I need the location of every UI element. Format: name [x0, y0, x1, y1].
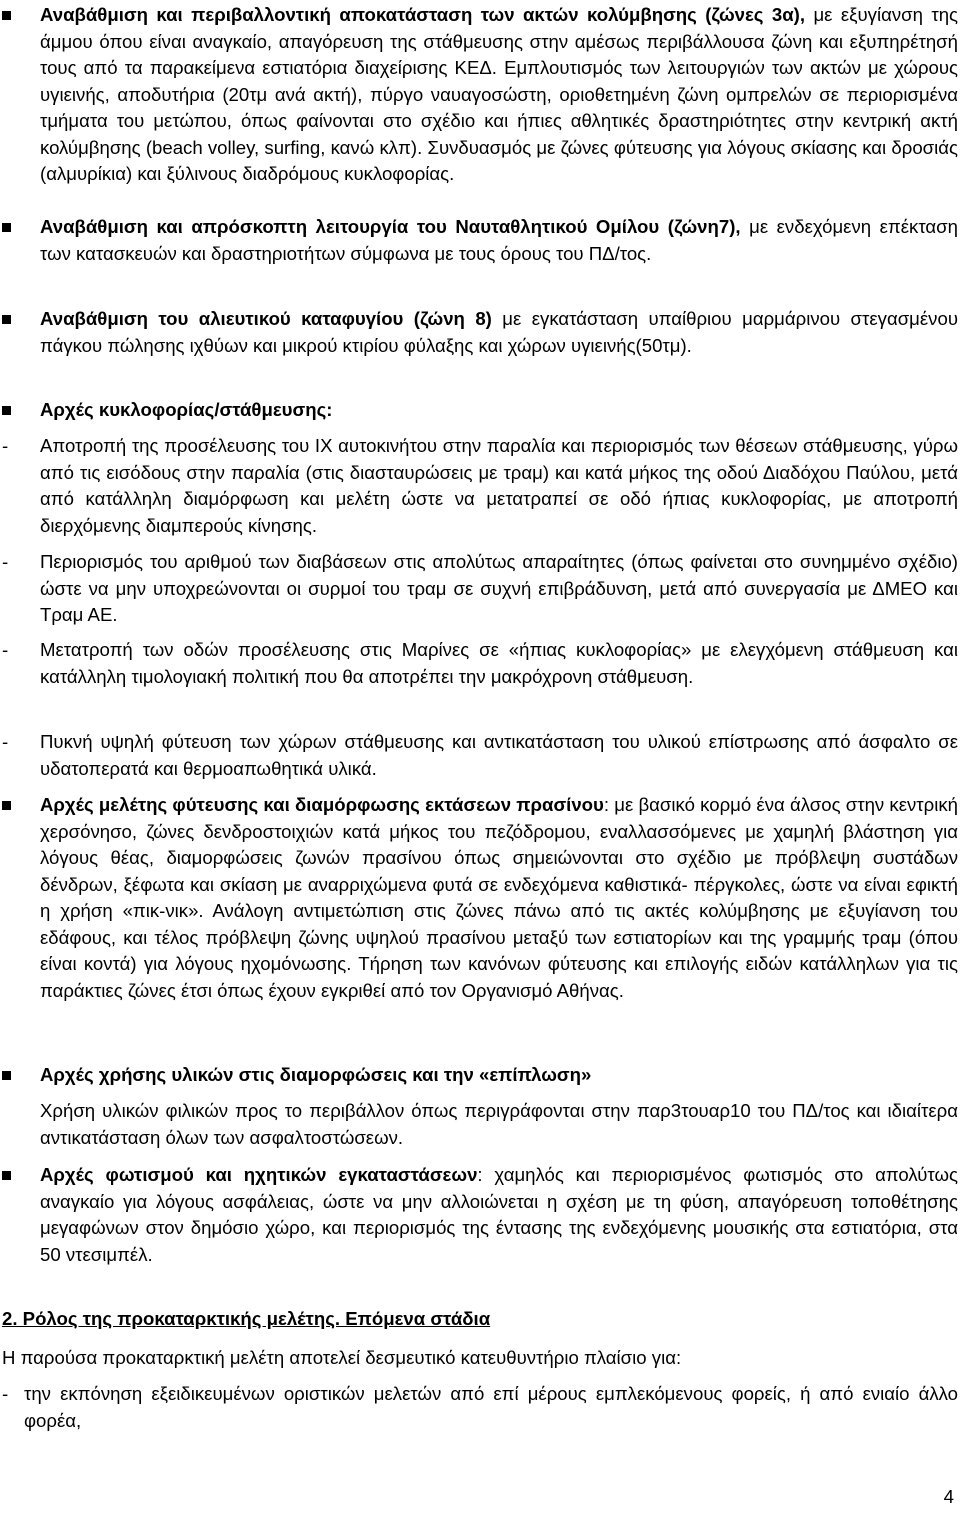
square-bullet-icon — [2, 406, 11, 415]
section-intro: Η παρούσα προκαταρκτική μελέτη αποτελεί δεσμευτικό κατευθυντήριο πλαίσιο για: — [2, 1347, 682, 1368]
dash-marker: - — [2, 1383, 9, 1404]
bullet-body: : με βασικό κορμό ένα άλσος στην κεντρική χερσόνησο, ζώνες δενδροστοιχιών κατά μήκος του πεζόδρομου, εναλλασσόμενες με χαμηλή βλάστηση για λόγους θέας, διαμορφώσεις ζωνών πρασίνου όπως σημειώνονται στο σχέδιο με πρόβλεψη συστάδων δένδρων, ξέφωτα και σκίαση με αναρριχώμενα φυτά σε ενδεχόμενα καθιστικά- πέργκολες, ώστε να είναι εφικτή η χρήση «πικ-νικ». Ανάλογη αντιμετώπιση στις ζώνες πάνω από τις ακτές κολύμβησης με εξυγίανση του εδάφους, και τέλος πρόβλεψη ζώνης υψηλού πρασίνου μεταξύ των εστιατορίων και της γραμμής τραμ (όπου είναι κοντά) για λόγους ηχομόνωσης. Τήρηση των κανόνων φύτευσης και επιλογής ειδών κατάλληλων για τις παράκτιες ζώνες έτσι όπως έχουν εγκριθεί από τον Οργανισμό Αθήνας. — [40, 794, 958, 1001]
list-item-text: Μετατροπή των οδών προσέλευσης στις Μαρίνες σε «ήπιας κυκλοφορίας» με ελεγχόμενη στάθμευση και κατάλληλη τιμολογιακή πολιτική που θα αποτρέπει την μακρόχρονη στάθμευση. — [40, 639, 958, 687]
list-item-text: Πυκνή υψηλή φύτευση των χώρων στάθμευσης και αντικατάσταση του υλικού επίστρωσης από άσφαλτο σε υδατοπερατά και θερμοαπωθητικά υλικά. — [40, 731, 958, 779]
square-bullet-icon — [2, 1071, 11, 1080]
bullet-bold-lead: Αρχές μελέτης φύτευσης και διαμόρφωσης εκτάσεων πρασίνου — [40, 794, 604, 815]
section-heading: 2. Ρόλος της προκαταρκτικής μελέτης. Επόμενα στάδια — [2, 1308, 491, 1329]
bullet-item — [0, 792, 960, 1004]
bullet-text — [40, 1062, 958, 1089]
bullet-item — [0, 1062, 960, 1089]
dash-marker: - — [2, 551, 9, 572]
bullet-item — [0, 1162, 960, 1268]
bullet-bold-lead: Αρχές φωτισμού και ηχητικών εγκαταστάσεων — [40, 1164, 478, 1185]
bullet-body: με εξυγίανση της άμμου όπου είναι αναγκαίο, απαγόρευση της στάθμευσης στην αμέσως περιβάλλουσα ζώνη και εξυπηρέτησή τους από τα παρακείμενα εστιατόρια διαχείρισης ΚΕΔ. Εμπλουτισμός των λειτουργιών των ακτών με χώρους υγιεινής, αποδυτήρια (20τμ ανά ακτή), πύργο ναυαγοσώστη, οριοθετημένη ζώνη ομπρελών σε περιορισμένα τμήματα του μετώπου, όπως φαίνονται στο σχέδιο και ήπιες αθλητικές δραστηριότητες στην κεντρική ακτή κολύμβησης (beach volley, surfing, κανώ κλπ). Συνδυασμός με ζώνες φύτευσης για λόγους σκίασης και δροσιάς (αλμυρίκια) και ξύλινους διαδρόμους κυκλοφορίας. — [40, 4, 958, 184]
bullet-bold-lead: Αρχές κυκλοφορίας/στάθμευσης: — [40, 399, 333, 420]
list-item-text: την εκπόνηση εξειδικευμένων οριστικών μελετών από επί μέρους εμπλεκόμενους φορείς, ή από ενιαίο άλλο φορέα, — [24, 1383, 958, 1431]
bullet-bold-lead: Αρχές χρήσης υλικών στις διαμορφώσεις και την «επίπλωση» — [40, 1064, 592, 1085]
dash-marker: - — [2, 435, 9, 456]
bullet-bold-lead: Αναβάθμιση και απρόσκοπτη λειτουργία του Ναυταθλητικού Ομίλου (ζώνη7), — [40, 216, 741, 237]
bullet-text — [40, 2, 958, 188]
square-bullet-icon — [2, 11, 11, 20]
list-item — [0, 1381, 960, 1434]
bullet-text — [40, 1162, 958, 1268]
list-item-text: Αποτροπή της προσέλευσης του ΙΧ αυτοκινήτου στην παραλία και περιορισμός των θέσεων στάθμευσης, γύρω από τις εισόδους στην παραλία (στις διασταυρώσεις με τραμ) και κατά μήκος της οδού Διαδόχου Παύλου, μετά από κατάλληλη διαμόρφωση και μελέτη ώστε να μετατραπεί σε οδό ήπιας κυκλοφορίας, με αποτροπή διερχόμενης διαμπερούς κίνησης. — [40, 435, 958, 536]
square-bullet-icon — [2, 1171, 11, 1180]
bullet-item — [0, 214, 960, 267]
bullet-item — [0, 306, 960, 359]
dash-marker: - — [2, 731, 9, 752]
bullet-text — [40, 214, 958, 267]
materials-paragraph: Χρήση υλικών φιλικών προς το περιβάλλον όπως περιγράφονται στην παρ3τουαρ10 του ΠΔ/τος και ιδιαίτερα αντικατάσταση όλων των ασφαλτοστώσεων. — [40, 1100, 958, 1148]
bullet-bold-lead: Αναβάθμιση και περιβαλλοντική αποκατάσταση των ακτών κολύμβησης (ζώνες 3α), — [40, 4, 806, 25]
list-item — [0, 729, 960, 782]
bullet-bold-lead: Αναβάθμιση του αλιευτικού καταφυγίου (ζώνη 8) — [40, 308, 492, 329]
bullet-body: με εγκατάσταση υπαίθριου μαρμάρινου στεγασμένου πάγκου πώλησης ιχθύων και μικρού κτιρίου φύλαξης και χώρων υγιεινής(50τμ). — [40, 308, 958, 356]
bullet-item — [0, 397, 960, 424]
list-item — [0, 433, 960, 539]
square-bullet-icon — [2, 223, 11, 232]
bullet-item — [0, 2, 960, 188]
bullet-body: με ενδεχόμενη επέκταση των κατασκευών και δραστηριοτήτων σύμφωνα με τους όρους του ΠΔ/τος. — [40, 216, 958, 264]
list-item — [0, 637, 960, 690]
bullet-text — [40, 397, 958, 424]
page-number: 4 — [943, 1486, 954, 1507]
dash-marker: - — [2, 639, 9, 660]
list-item — [0, 549, 960, 629]
bullet-text — [40, 792, 958, 1004]
bullet-text — [40, 306, 958, 359]
square-bullet-icon — [2, 315, 11, 324]
bullet-body: : χαμηλός και περιορισμένος φωτισμός στο απολύτως αναγκαίο για λόγους ασφάλειας, ώστε να μην αλλοιώνεται η σχέση με τη φύση, απαγόρευση τοποθέτησης μεγαφώνων στον δημόσιο χώρο, και περιορισμός της έντασης της ενδεχόμενης μουσικής στα εστιατόρια, στα 50 ντεσιμπέλ. — [40, 1164, 958, 1265]
square-bullet-icon — [2, 801, 11, 810]
list-item-text: Περιορισμός του αριθμού των διαβάσεων στις απολύτως απαραίτητες (όπως φαίνεται στο συνημμένο σχέδιο) ώστε να μην υποχρεώνονται οι συρμοί του τραμ σε συχνή επιβράδυνση, μετά από συνεργασία με ΔΜΕΟ και Τραμ ΑΕ. — [40, 551, 958, 625]
